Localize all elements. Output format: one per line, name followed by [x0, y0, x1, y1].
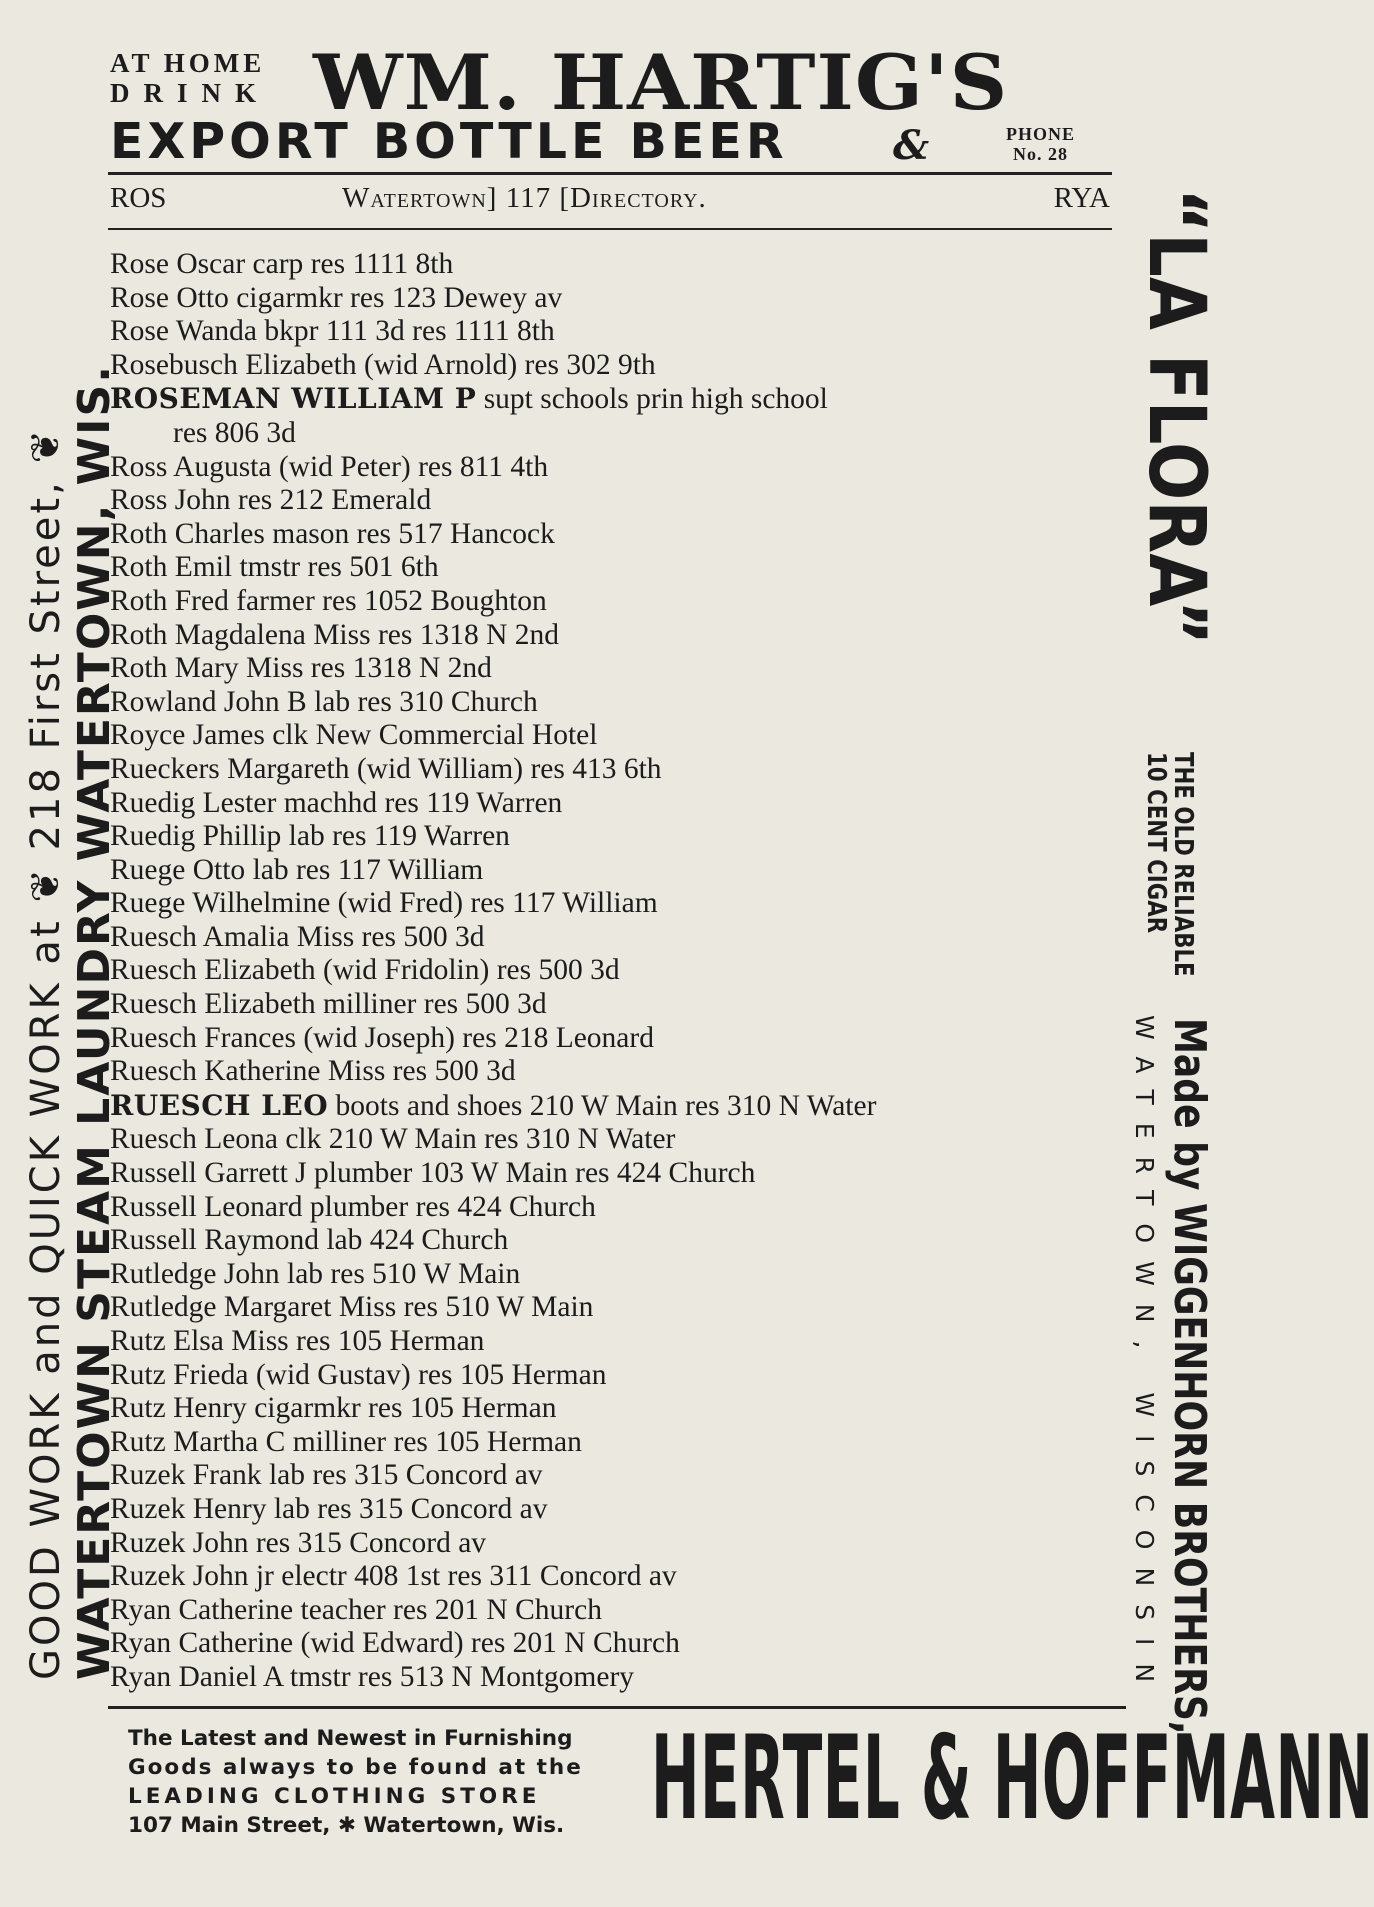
directory-entry — [110, 1089, 1125, 1124]
entry-details: tmstr res 513 N Montgomery — [282, 1660, 635, 1693]
entry-details: plumber 103 W Main res 424 Church — [306, 1157, 756, 1190]
directory-entry — [110, 1157, 1125, 1191]
running-header — [110, 180, 1110, 220]
old-reliable-line: THE OLD RELIABLE — [1168, 752, 1198, 977]
directory-entry — [110, 887, 1125, 921]
entry-details: carp res 1111 8th — [245, 248, 454, 280]
phone-number-block — [1006, 124, 1075, 164]
directory-entry — [110, 1426, 1125, 1460]
entry-name: Rose Otto — [110, 281, 229, 314]
directory-entry — [110, 1359, 1125, 1393]
directory-entry — [110, 753, 1125, 787]
entry-details: lab res 310 Church — [306, 685, 538, 718]
entry-details: Miss res 1318 N 2nd — [238, 652, 492, 685]
entry-details: (wid Arnold) res 302 9th — [356, 348, 656, 381]
entry-details: Miss res 1318 N 2nd — [305, 618, 560, 651]
directory-entry — [110, 954, 1125, 988]
entry-name: Ruesch Elizabeth — [110, 988, 316, 1021]
entry-name: Rutledge John — [110, 1257, 280, 1290]
entry-name: Rutz Henry — [110, 1392, 247, 1425]
directory-entry — [110, 988, 1125, 1022]
directory-entry — [110, 1191, 1125, 1225]
entry-details: electr 408 1st res 311 Concord av — [273, 1560, 677, 1593]
at-home-drink-label — [110, 48, 270, 108]
entry-details: milliner res 500 3d — [315, 988, 547, 1021]
entry-details: Miss res 105 Herman — [223, 1325, 485, 1357]
directory-entry — [110, 349, 1125, 383]
directory-entry — [110, 1224, 1125, 1258]
entry-details: cigarmkr res 105 Herman — [246, 1392, 557, 1425]
entry-name: Ruesch Amalia — [110, 920, 290, 953]
entry-details: farmer res 1052 Boughton — [228, 584, 547, 617]
entry-details: (wid Fridolin) res 500 3d — [315, 954, 620, 987]
phone-label: PHONE — [1006, 124, 1076, 144]
directory-entry — [110, 382, 1125, 417]
ad-line-1: The Latest and Newest in Furnishing — [128, 1726, 573, 1751]
directory-entry — [110, 854, 1125, 888]
entry-name: Roth Charles — [110, 517, 265, 550]
directory-entry — [110, 417, 1125, 451]
entry-name: RUESCH LEO — [110, 1088, 329, 1122]
directory-entry — [110, 551, 1125, 585]
entry-name: Ross Augusta — [110, 450, 272, 483]
entry-name: Roth Magdalena — [110, 618, 306, 651]
directory-entry — [110, 1022, 1125, 1056]
entry-details: Miss res 510 W Main — [331, 1291, 594, 1324]
entry-details: (wid Gustav) res 105 Herman — [248, 1358, 607, 1391]
entry-details: cigarmkr res 123 Dewey av — [228, 281, 563, 314]
entry-details: Miss res 500 3d — [320, 1055, 516, 1088]
entry-details: clk New Commercial Hotel — [264, 719, 598, 752]
ad-line-3: LEADING CLOTHING STORE — [128, 1784, 541, 1809]
entry-name: Rutz Frieda — [110, 1358, 249, 1391]
directory-entry — [110, 686, 1125, 720]
entry-name: Ruesch Leona — [110, 1123, 278, 1156]
ad-line-2: Goods always to be found at the — [128, 1755, 583, 1780]
hertel-hoffmann-brand: HERTEL & HOFFMANN — [651, 1711, 1374, 1846]
directory-entry — [110, 1055, 1125, 1089]
entry-details: (wid Peter) res 811 4th — [271, 450, 549, 483]
directory-entries-list — [110, 248, 1125, 1695]
entry-name: Ruesch Elizabeth — [110, 954, 316, 987]
entry-name: Russell Garrett J — [110, 1157, 307, 1190]
ten-cent-cigar-line: 10 CENT CIGAR — [1141, 752, 1171, 934]
directory-entry — [110, 619, 1125, 653]
la-flora-cigar-brand: “LA FLORA” — [1131, 188, 1221, 646]
header-right-guide-word: RYA — [1053, 182, 1110, 214]
directory-entry — [110, 1627, 1125, 1661]
ad-line-4: 107 Main Street, ✱ Watertown, Wis. — [128, 1813, 565, 1838]
entry-details: lab res 315 Concord av — [261, 1459, 543, 1492]
directory-entry — [110, 1527, 1125, 1561]
entry-details: teacher res 201 N Church — [293, 1593, 602, 1626]
ornament-glyph: & — [893, 122, 930, 169]
entry-name: Royce James — [110, 719, 265, 752]
entry-name: Ruzek John — [110, 1526, 249, 1559]
entry-name: Rutz Elsa — [110, 1325, 224, 1357]
entry-details: bkpr 111 3d res 1111 8th — [257, 315, 555, 348]
watertown-wisconsin-text: WATERTOWN, WISCONSIN — [1130, 1015, 1159, 1701]
entry-details: boots and shoes 210 W Main res 310 N Water — [328, 1089, 877, 1122]
hartig-brand-title: WM. HARTIG'S — [313, 38, 1009, 127]
made-by-wiggenhorn-text: Made by WIGGENHORN BROTHERS, — [1164, 1018, 1215, 1735]
entry-details: lab res 315 Concord av — [266, 1492, 548, 1525]
phone-number: No. 28 — [1013, 144, 1068, 164]
directory-entry — [110, 921, 1125, 955]
entry-details: clk 210 W Main res 310 N Water — [277, 1123, 676, 1156]
entry-details: (wid Joseph) res 218 Leonard — [295, 1021, 654, 1054]
entry-name: Ruedig Lester — [110, 786, 277, 819]
entry-details: (wid Fred) res 117 William — [330, 887, 658, 920]
entry-name: Rose Wanda — [110, 315, 258, 348]
entry-details: milliner res 105 Herman — [285, 1425, 582, 1458]
entry-name: Rowland John B — [110, 685, 307, 718]
directory-entry — [110, 518, 1125, 552]
directory-entry — [110, 787, 1125, 821]
entry-name: Ruege Otto — [110, 853, 246, 886]
entry-name: ROSEMAN WILLIAM P — [110, 382, 477, 416]
entry-details: machhd res 119 Warren — [276, 786, 563, 819]
entry-name: Ryan Daniel A — [110, 1660, 283, 1693]
entry-details: lab 424 Church — [318, 1224, 509, 1257]
at-home-text: AT HOME — [110, 48, 266, 78]
entry-name: Ryan Catherine — [110, 1593, 294, 1626]
laundry-ad-slogan: GOOD WORK and QUICK WORK at ❦ 218 First Street, ❦ — [23, 426, 69, 1680]
header-left-guide-word: ROS — [110, 182, 167, 214]
directory-entry — [110, 282, 1125, 316]
entry-name: Russell Leonard — [110, 1190, 303, 1223]
entry-details: res 212 Emerald — [230, 484, 432, 517]
entry-details: res 315 Concord av — [248, 1526, 487, 1559]
header-rule-divider — [108, 228, 1112, 230]
entry-name: Rutz Martha C — [110, 1425, 286, 1458]
bottom-advertisement — [124, 1711, 1374, 1872]
entry-name: Russell Raymond — [110, 1224, 319, 1257]
entry-name: Ruedig Phillip — [110, 820, 282, 853]
entry-details: (wid Edward) res 201 N Church — [293, 1627, 680, 1660]
directory-entry — [110, 652, 1125, 686]
entry-details: lab res 510 W Main — [279, 1257, 521, 1290]
entry-name: Ryan Catherine — [110, 1627, 294, 1660]
top-rule-divider — [108, 172, 1112, 175]
entry-name: Ruesch Katherine — [110, 1055, 321, 1088]
top-advertisement — [108, 38, 1113, 174]
laundry-ad-name: WATERTOWN STEAM LAUNDRY WATERTOWN, WIS. — [69, 364, 120, 1680]
drink-text: DRINK — [110, 78, 271, 108]
entry-details: plumber res 424 Church — [302, 1190, 596, 1223]
entry-name: Rueckers Margareth — [110, 752, 350, 785]
entry-details: lab res 119 Warren — [281, 820, 510, 853]
bottom-rule-divider — [108, 1706, 1126, 1709]
entry-name: Rose Oscar — [110, 248, 246, 280]
directory-entry — [110, 451, 1125, 485]
directory-entry — [110, 248, 1125, 282]
entry-details: mason res 517 Hancock — [264, 517, 555, 550]
entry-name: Ruege Wilhelmine — [110, 887, 331, 920]
entry-details: res 806 3d — [173, 416, 296, 449]
entry-name: Rosebusch Elizabeth — [110, 348, 357, 381]
directory-entry — [110, 585, 1125, 619]
entry-name: Roth Fred — [110, 584, 229, 617]
directory-entry — [110, 1258, 1125, 1292]
entry-details: supt schools prin high school — [476, 383, 828, 416]
directory-entry — [110, 1291, 1125, 1325]
clothing-store-ad-text — [128, 1724, 583, 1840]
entry-details: Miss res 500 3d — [289, 920, 485, 953]
directory-entry — [110, 1560, 1125, 1594]
entry-name: Roth Emil — [110, 551, 233, 584]
directory-entry — [110, 1661, 1125, 1695]
directory-entry — [110, 1392, 1125, 1426]
entry-details: lab res 117 William — [245, 853, 484, 886]
directory-entry — [110, 1594, 1125, 1628]
header-center-page-info: Watertown] 117 [Directory. — [342, 182, 707, 214]
directory-entry — [110, 315, 1125, 349]
export-bottle-beer-text: EXPORT BOTTLE BEER — [110, 113, 788, 170]
entry-name: Ruzek John jr — [110, 1560, 274, 1593]
directory-entry — [110, 484, 1125, 518]
directory-entry — [110, 1325, 1125, 1359]
entry-name: Ruzek Frank — [110, 1459, 262, 1492]
old-reliable-cigar-text — [1142, 752, 1196, 977]
entry-details: (wid William) res 413 6th — [349, 752, 662, 785]
entry-name: Ruzek Henry — [110, 1492, 267, 1525]
directory-entry — [110, 1123, 1125, 1157]
entry-name: Roth Mary — [110, 652, 239, 685]
entry-details: tmstr res 501 6th — [232, 551, 439, 584]
directory-entry — [110, 820, 1125, 854]
entry-name: Ruesch Frances — [110, 1021, 296, 1054]
entry-name: Ross John — [110, 484, 231, 517]
entry-name: Rutledge Margaret — [110, 1291, 332, 1324]
directory-entry — [110, 719, 1125, 753]
directory-entry — [110, 1459, 1125, 1493]
directory-entry — [110, 1493, 1125, 1527]
